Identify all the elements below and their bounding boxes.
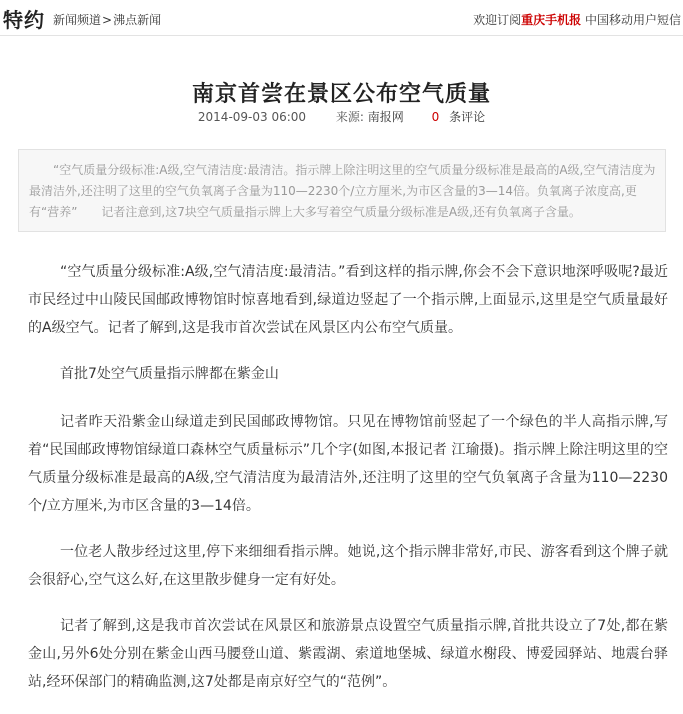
comment-count[interactable]: 0 (431, 110, 440, 124)
mobile-sms-link[interactable]: 中国移动用户短信 (584, 13, 681, 27)
publish-date: 2014-09-03 06:00 (197, 110, 307, 124)
article-subheading: 首批7处空气质量指示牌都在紫金山 (60, 366, 279, 382)
breadcrumb-news-channel[interactable]: 新闻频道 (53, 13, 102, 27)
article-paragraph: 记者昨天沿紫金山绿道走到民国邮政博物馆。只见在博物馆前竖起了一个绿色的半人高指示牌,写着“民国邮政博物馆绿道口森林空气质量标示”几个字(如图,本报记者 江瑜摄)。指示牌上除注明这里的空气质量分级标准是最高的A级,空气清洁度为最清洁外,还注明了这里的空气负氧离子含量为110—2230个/立方厘米,为市区含量的3—14倍。 (28, 414, 668, 514)
breadcrumb (53, 11, 161, 28)
comment-link[interactable]: 条评论 (449, 110, 486, 124)
subscribe-prefix: 欢迎订阅 (473, 13, 522, 27)
subscribe-promo (473, 11, 681, 28)
article-meta (0, 108, 683, 125)
article-summary: “空气质量分级标准:A级,空气清洁度:最清洁。指示牌上除注明这里的空气质量分级标准是最高的A级,空气清洁度为最清洁外,还注明了这里的空气负氧离子含量为110—2230个/立方厘米,为市区含量的3—14倍。负氧离子浓度高,更有“营养” 记者注意到,这7块空气质量指示牌上大多写着空气质量分级标准是A级,还有负氧离子含量。 (18, 149, 666, 232)
brand-logo: 特约 (3, 8, 45, 32)
top-bar (0, 0, 683, 36)
article-title: 南京首尝在景区公布空气质量 (191, 81, 491, 107)
article-paragraph: “空气质量分级标准:A级,空气清洁度:最清洁。”看到这样的指示牌,你会不会下意识地深呼吸呢?最近市民经过中山陵民国邮政博物馆时惊喜地看到,绿道边竖起了一个指示牌,上面显示,这里是空气质量最好的A级空气。记者了解到,这是我市首次尝试在风景区内公布空气质量。 (28, 264, 668, 336)
source-link[interactable]: 南报网 (367, 110, 404, 124)
source-label: 来源: (335, 110, 364, 124)
subscribe-link[interactable]: 重庆手机报 (521, 13, 582, 27)
breadcrumb-separator: > (102, 13, 113, 27)
article-body (28, 258, 668, 714)
article-paragraph: 记者了解到,这是我市首次尝试在风景区和旅游景点设置空气质量指示牌,首批共设立了7处,都在紫金山,另外6处分别在紫金山西马腰登山道、紫霞湖、索道地堡城、绿道水榭段、博爱园驿站、地震台驿站,经环保部门的精确监测,这7处都是南京好空气的“范例”。 (28, 618, 668, 690)
article-paragraph: 一位老人散步经过这里,停下来细细看指示牌。她说,这个指示牌非常好,市民、游客看到这个牌子就会很舒心,空气这么好,在这里散步健身一定有好处。 (28, 544, 668, 588)
breadcrumb-current[interactable]: 沸点新闻 (113, 13, 162, 27)
